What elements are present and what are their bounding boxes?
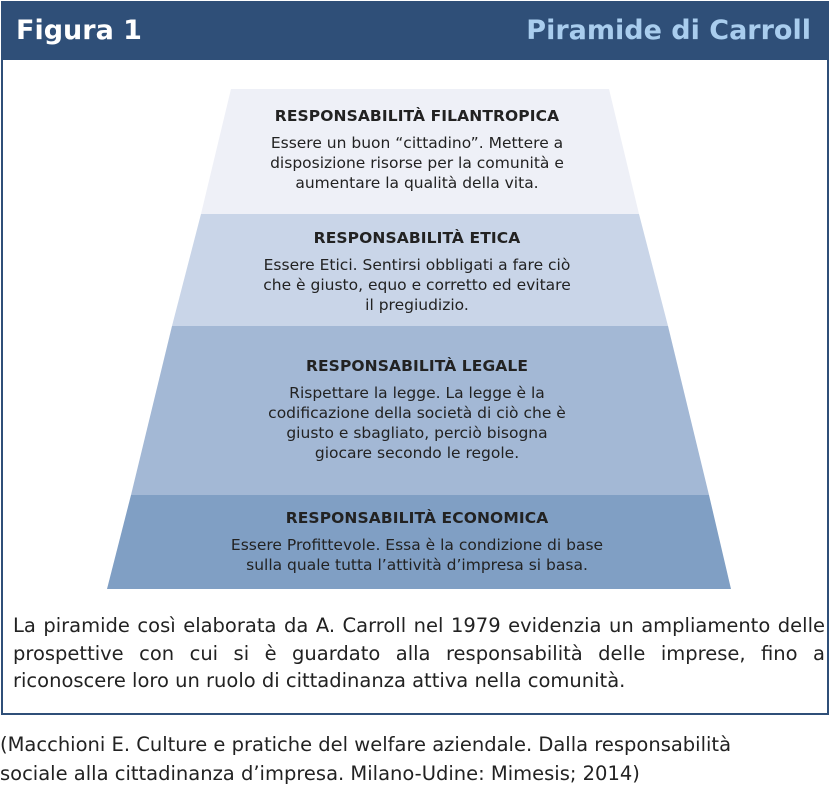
level-line: sulla quale tutta l’attività d’impresa si basa. [246, 556, 588, 574]
level-line: codificazione della società di ciò che è [268, 404, 566, 422]
level-line: giocare secondo le regole. [314, 444, 520, 462]
level-line: Essere un buon “cittadino”. Mettere a [270, 134, 564, 152]
level-title: RESPONSABILITÀ ECONOMICA [285, 509, 549, 527]
level-description [3, 255, 831, 315]
level-description [3, 535, 831, 575]
level-description [3, 383, 831, 463]
level-title: RESPONSABILITÀ LEGALE [305, 357, 529, 375]
figure-title: Piramide di Carroll [526, 15, 811, 46]
level-line: Essere Profittevole. Essa è la condizione di base [230, 536, 604, 554]
citation [0, 730, 834, 788]
level-line: aumentare la qualità della vita. [295, 174, 539, 192]
level-line: che è giusto, equo e corretto ed evitare [263, 276, 571, 294]
citation-line: sociale alla cittadinanza d’impresa. Milano-Udine: Mimesis; 2014) [0, 762, 640, 785]
level-line: disposizione risorse per la comunità e [270, 154, 564, 172]
level-title: RESPONSABILITÀ ETICA [313, 229, 521, 247]
level-title: RESPONSABILITÀ FILANTROPICA [274, 107, 560, 125]
level-line: Rispettare la legge. La legge è la [289, 384, 545, 402]
level-etica [3, 229, 831, 315]
level-filantropica [3, 107, 831, 193]
level-line: il pregiudizio. [365, 296, 469, 314]
level-legale [3, 357, 831, 463]
level-line: Essere Etici. Sentirsi obbligati a fare ciò [263, 256, 571, 274]
figure-label: Figura 1 [16, 15, 142, 46]
citation-line: (Macchioni E. Culture e pratiche del welfare aziendale. Dalla responsabilità [0, 733, 732, 756]
level-description [3, 133, 831, 193]
level-economica [3, 509, 831, 575]
level-line: giusto e sbagliato, perciò bisogna [286, 424, 548, 442]
figure-box [1, 1, 829, 715]
figure-caption: La piramide così elaborata da A. Carroll nel 1979 evidenzia un ampliamento delle prospettive con cui si è guardato alla responsabilità delle imprese, fino a riconoscere loro un ruolo di cittadinanza attiva nella comunità. [13, 614, 825, 692]
